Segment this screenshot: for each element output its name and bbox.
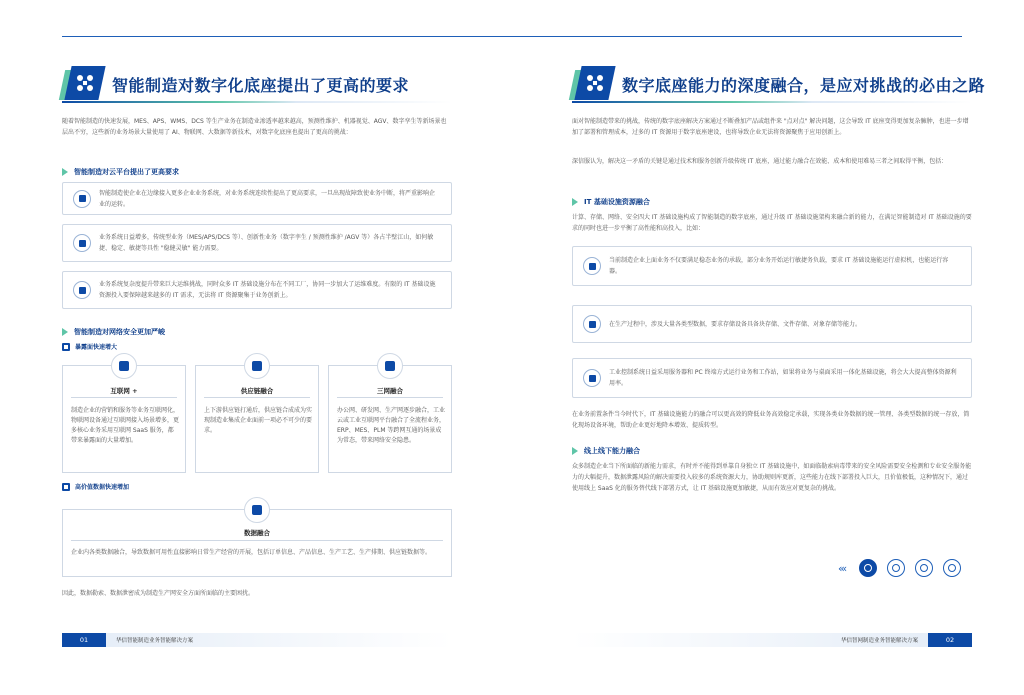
server-icon (73, 190, 91, 208)
page-title: 智能制造对数字化底座提出了更高的要求 (112, 75, 410, 95)
right-footer (572, 633, 972, 647)
service-icon (915, 559, 933, 577)
triangle-bullet-icon (62, 168, 68, 176)
page-number: 02 (945, 636, 955, 644)
card-three-networks: 三网融合 办公网、研发网、生产网逐步融合，工业云或工业互联网平台融合了全流程业务，ERP、MES、PLM 等跨网互通的场景成为常态，带来网络安全隐患。 (328, 365, 452, 473)
infra-item-3: 工业控制系统日益采用服务器和 PC 终端方式运行业务和工作站，如果将业务与桌面采用一体化基础设施，将会大大提高整体资源利用率。 (572, 358, 972, 398)
footer-label: 华信智网制造业务智能解决方案 (840, 638, 918, 644)
intro-paragraph: 随着智能制造的快速发展，MES、APS、WMS、DCS 等生产业务在制造业渗透率越来越高，预测性维护、机器视觉、AGV、数字孪生等新场景也层出不穷，这些新的业务场景大量使用了 AI、物联网、大数据等新技术，对数字化底座也提出了更高的挑战： (62, 118, 447, 136)
infra-item-1: 当前制造企业上面业务不仅要满足稳态业务的承载，部分业务开始运行敏捷务负载，要求 IT 基础设施能运行虚拟机，也能运行容器。 (572, 246, 972, 286)
card-supply-chain: 供应链融合 上下游供应链打通后，供应链合成成为实现制造业集成企业面前一项必不可少的要求。 (195, 365, 319, 473)
triangle-bullet-icon (572, 198, 578, 206)
network-node-icon (377, 353, 403, 379)
truck-icon (244, 353, 270, 379)
title-underline (62, 101, 452, 103)
stack-icon (73, 234, 91, 252)
card-internet: 互联网 + 制造企业的营销和服务等业务互联网化，物联网设备通过互联网接入场景增多，更多核心业务采用互联网 SaaS 服务，都带来暴露面的大量增加。 (62, 365, 186, 473)
page-title: 数字底座能力的深度融合，是应对挑战的必由之路 (622, 75, 986, 95)
square-bullet-icon (62, 343, 70, 351)
security-icon (887, 559, 905, 577)
network-icon (62, 66, 104, 102)
server-icon (583, 257, 601, 275)
storage-icon (583, 315, 601, 333)
conclusion-text: 因此，数据勒索、数据泄密成为制造生产网安全方面所面临的主要困扰。 (62, 590, 255, 597)
card-data-fusion: 数据融合 企业内各类数据融合，导致数据可用性直接影响日常生产经营的开展，包括订单信息、产品信息、生产工艺、生产排期、供应链数据等。 (62, 509, 452, 577)
infra-summary: 在业务前置条件当今时代下，IT 基础设施能力的融合可以更高效的降低业务高效稳定承载，实现各类业务数据的统一管理、各类型数据的统一存放，简化现场设备环境，帮助企业更好地降本增效、提质转型。 (572, 411, 970, 429)
right-page (512, 0, 1024, 695)
infra-description: 计算、存储、网络、安全四大 IT 基础设施构成了智能制造的数字底座，通过升级 IT 基础设施架构来融合新的能力，在满足智能制造对 IT 基础设施的要求的同时也进一步平衡了高性能和高投入，比如： (572, 214, 972, 232)
online-offline-description: 众多制造企业当下所面临的新能力需求，有时并不能得到单靠自身独立 IT 基础设施中，如面临勒索病毒带来的安全风险需要安全检测和专业安全服务能力的大幅提升，数据泄露风险的解决需要投入较多的系统资源大力，协助规则库更新，这些能力在线下部署投入巨大，且价值极低，这种情况下，通过使用线上 SaaS 化的服务替代线下部署方式，让 IT 基础设施更加敏捷，从而有效应对更复杂的挑战。 (572, 463, 972, 492)
section-heading-cloud: 智能制造对云平台提出了更高要求 (62, 167, 179, 177)
triangle-bullet-icon (572, 447, 578, 455)
section-heading-network: 智能制造对网络安全更加严峻 (62, 327, 165, 337)
cloud-item-1: 智能制造使企业在边缘接入更多企业业务系统，对业务系统连续性提出了更高要求，一旦出现故障致使业务中断，将严重影响企业的运转。 (62, 182, 452, 215)
footer-label: 华信智能制造业务智能解决方案 (116, 638, 194, 644)
capability-icon-row (838, 559, 961, 577)
section-heading-online-offline: 线上线下能力融合 (572, 446, 640, 456)
intro-paragraph-1: 面对智能制造带来的挑战，传统的数字底座解决方案通过不断叠加产品或组件来 "点对点" 解决问题，这会导致 IT 底座变得更加复杂臃肿，也进一步增加了部署和管理成本，过多的 IT 资源用于数字底座建设，也将导致企业无法将资源聚焦于应用创新上。 (572, 118, 969, 136)
tag-high-value-data: 高价值数据快速增加 (62, 482, 129, 491)
section-heading-infra: IT 基础设施资源融合 (572, 197, 650, 207)
right-title-block (572, 66, 985, 102)
ops-icon (73, 281, 91, 299)
database-icon (244, 497, 270, 523)
square-bullet-icon (62, 483, 70, 491)
infra-item-2: 在生产过程中，涉及大量各类型数据，要求存储设备具备块存储、文件存储、对象存储等能力。 (572, 305, 972, 343)
globe-icon (111, 353, 137, 379)
left-title-block (62, 66, 409, 102)
triangle-bullet-icon (62, 328, 68, 336)
chevrons-left-icon: ‹‹‹ (838, 561, 846, 575)
gear-icon (859, 559, 877, 577)
left-footer (62, 633, 452, 647)
cloud-item-2: 业务系统日益增多，传统型业务（MES/APS/DCS 等）、创新性业务（数字孪生 / 预测性维护 /AGV 等）各占半壁江山，如何敏捷、稳定、敏捷等具性 "稳健灵敏" 能力需要。 (62, 224, 452, 262)
desktop-icon (583, 369, 601, 387)
page-number: 01 (79, 636, 89, 644)
intro-paragraph-2: 深信服认为，解决这一矛盾的关键是通过技术和服务创新升级传统 IT 底座，通过能力融合在效能、成本和使用难易三者之间取得平衡，包括： (572, 158, 948, 165)
network-icon (572, 66, 614, 102)
cloud-item-3: 业务系统复杂度提升带来巨大运维挑战，同时众多 IT 基础设施分布在不同工厂，协同一步加大了运维难度。有限的 IT 基础设施资源投入要保障越来越多的 IT 需求，无法将 IT 资源聚集于业务创新上。 (62, 271, 452, 309)
cloud-icon (943, 559, 961, 577)
title-underline (572, 101, 972, 103)
tag-exposure: 暴露面快速增大 (62, 342, 117, 351)
